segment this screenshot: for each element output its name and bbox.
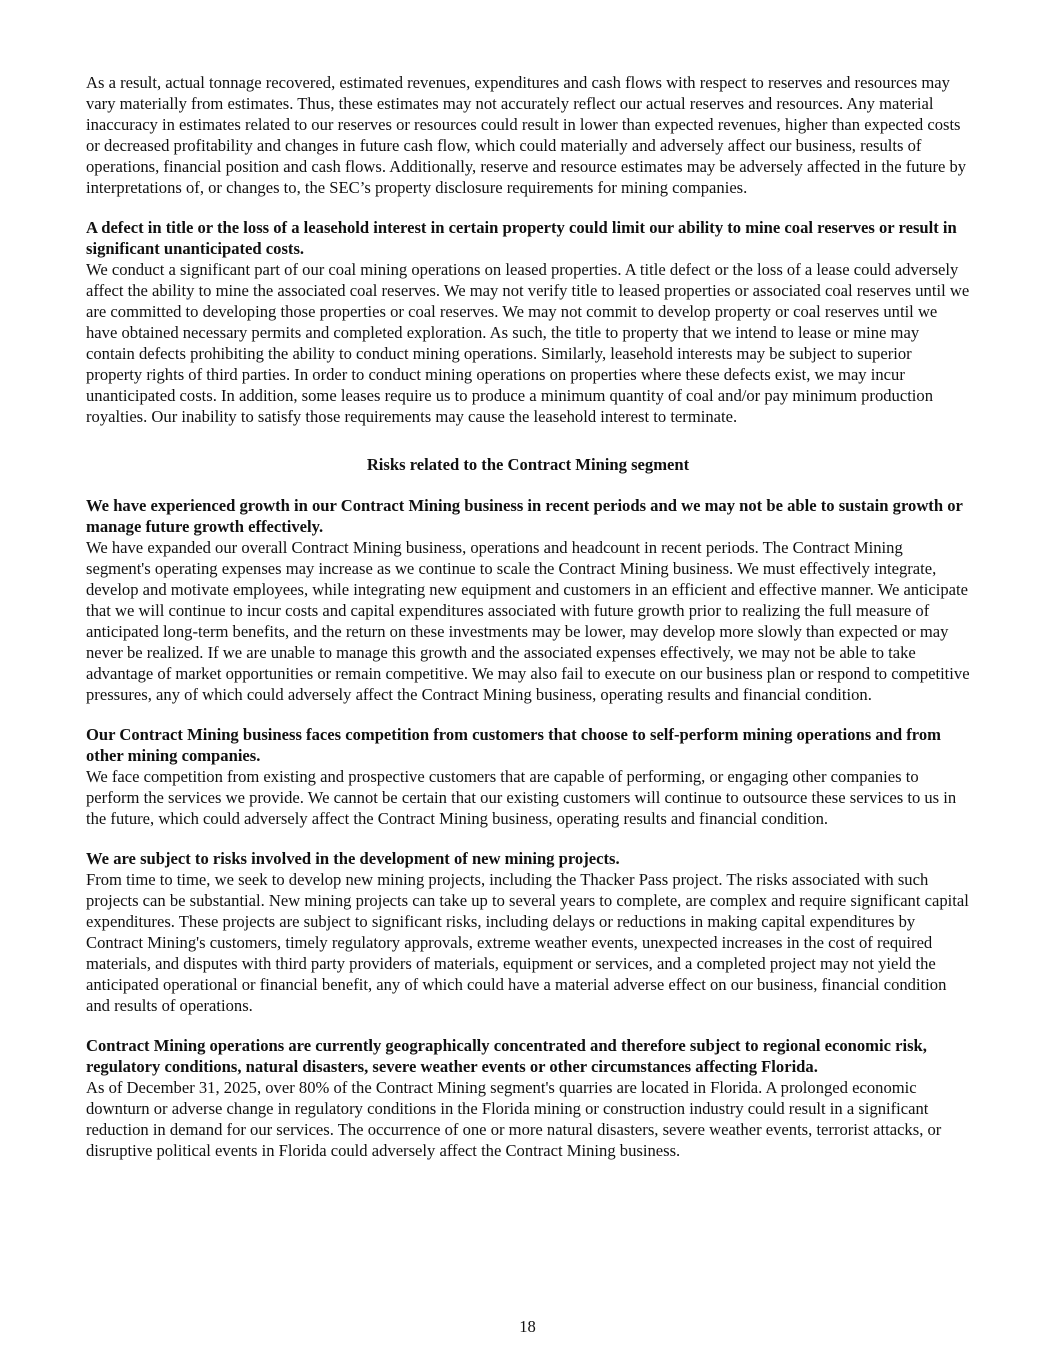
- paragraph-reserve-resource-estimates: As a result, actual tonnage recovered, estimated revenues, expenditures and cash flows with respect to reserves and resources may vary materially from estimates. Thus, these estimates may not accurately reflect our actual reserves and resources. Any material inaccuracy in estimates related to our reserves or resources could result in lower than expected revenues, higher than expected costs or decreased profitability and changes in future cash flow, which could materially and adversely affect our business, results of operations, financial position and cash flows. Additionally, reserve and resource estimates may be adversely affected in the future by interpretations of, or changes to, the SEC’s property disclosure requirements for mining companies.: [86, 73, 967, 197]
- heading-geographic-concentration: Contract Mining operations are currently geographically concentrated and therefore subject to regional economic risk, regulatory conditions, natural disasters, severe weather events or other circumstances affecting Florida.: [86, 1036, 927, 1076]
- paragraph-leasehold-title-defect: We conduct a significant part of our coal mining operations on leased properties. A title defect or the loss of a lease could adversely affect the ability to mine the associated coal reserves. We may not verify title to leased properties or associated coal reserves until we are committed to developing those properties or coal reserves. We may not commit to develop property or coal reserves until we have obtained necessary permits and completed exploration. As such, the title to property that we intend to lease or mine may contain defects prohibiting the ability to conduct mining operations. Similarly, leasehold interests may be subject to superior property rights of third parties. In order to conduct mining operations on properties where these defects exist, we may incur unanticipated costs. In addition, some leases require us to produce a minimum quantity of coal and/or pay minimum production royalties. Our inability to satisfy those requirements may cause the leasehold interest to terminate.: [86, 260, 970, 426]
- paragraph-new-mining-projects: From time to time, we seek to develop new mining projects, including the Thacker Pass project. The risks associated with such projects can be substantial. New mining projects can take up to several years to complete, are complex and require significant capital expenditures. These projects are subject to significant risks, including delays or reductions in making capital expenditures by Contract Mining's customers, timely regulatory approvals, extreme weather events, unexpected increases in the cost of required materials, and disputes with third party providers of materials, equipment or services, and a completed project may not yield the anticipated operational or financial benefit, any of which could have a material adverse effect on our business, financial condition and results of operations.: [86, 870, 969, 1015]
- paragraph-growth-management: We have expanded our overall Contract Mining business, operations and headcount in recent periods. The Contract Mining segment's operating expenses may increase as we continue to scale the Contract Mining business. We must effectively integrate, develop and motivate employees, while integrating new equipment and customers in an efficient and effective manner. We anticipate that we will continue to incur costs and capital expenditures associated with future growth prior to realizing the full measure of anticipated long-term benefits, and the return on these investments may be lower, may develop more slowly than expected or may never be realized. If we are unable to manage this growth and the associated expenses effectively, we may not be able to take advantage of market opportunities or remain competitive. We may also fail to execute on our business plan or respond to competitive pressures, any of which could adversely affect the Contract Mining business, operating results and financial condition.: [86, 538, 970, 704]
- paragraph-geographic-concentration: As of December 31, 2025, over 80% of the Contract Mining segment's quarries are located in Florida. A prolonged economic downturn or adverse change in regulatory conditions in the Florida mining or construction industry could result in a significant reduction in demand for our services. The occurrence of one or more natural disasters, severe weather events, terrorist attacks, or disruptive political events in Florida could adversely affect the Contract Mining business.: [86, 1078, 942, 1160]
- heading-growth-management: We have experienced growth in our Contract Mining business in recent periods and we may not be able to sustain growth or manage future growth effectively.: [86, 496, 963, 536]
- page-number: 18: [519, 1317, 536, 1336]
- page-content: [86, 72, 970, 1161]
- heading-leasehold-title-defect: A defect in title or the loss of a leasehold interest in certain property could limit our ability to mine coal reserves or result in significant unanticipated costs.: [86, 218, 957, 258]
- paragraph-competition-self-perform: We face competition from existing and prospective customers that are capable of performing, or engaging other companies to perform the services we provide. We cannot be certain that our existing customers will continue to outsource these services to us in the future, which could adversely affect the Contract Mining business, operating results and financial condition.: [86, 767, 957, 828]
- heading-competition-self-perform: Our Contract Mining business faces competition from customers that choose to self-perform mining operations and from other mining companies.: [86, 725, 941, 765]
- heading-new-mining-projects: We are subject to risks involved in the development of new mining projects.: [86, 849, 620, 868]
- section-heading-contract-mining-risks: Risks related to the Contract Mining segment: [366, 455, 690, 474]
